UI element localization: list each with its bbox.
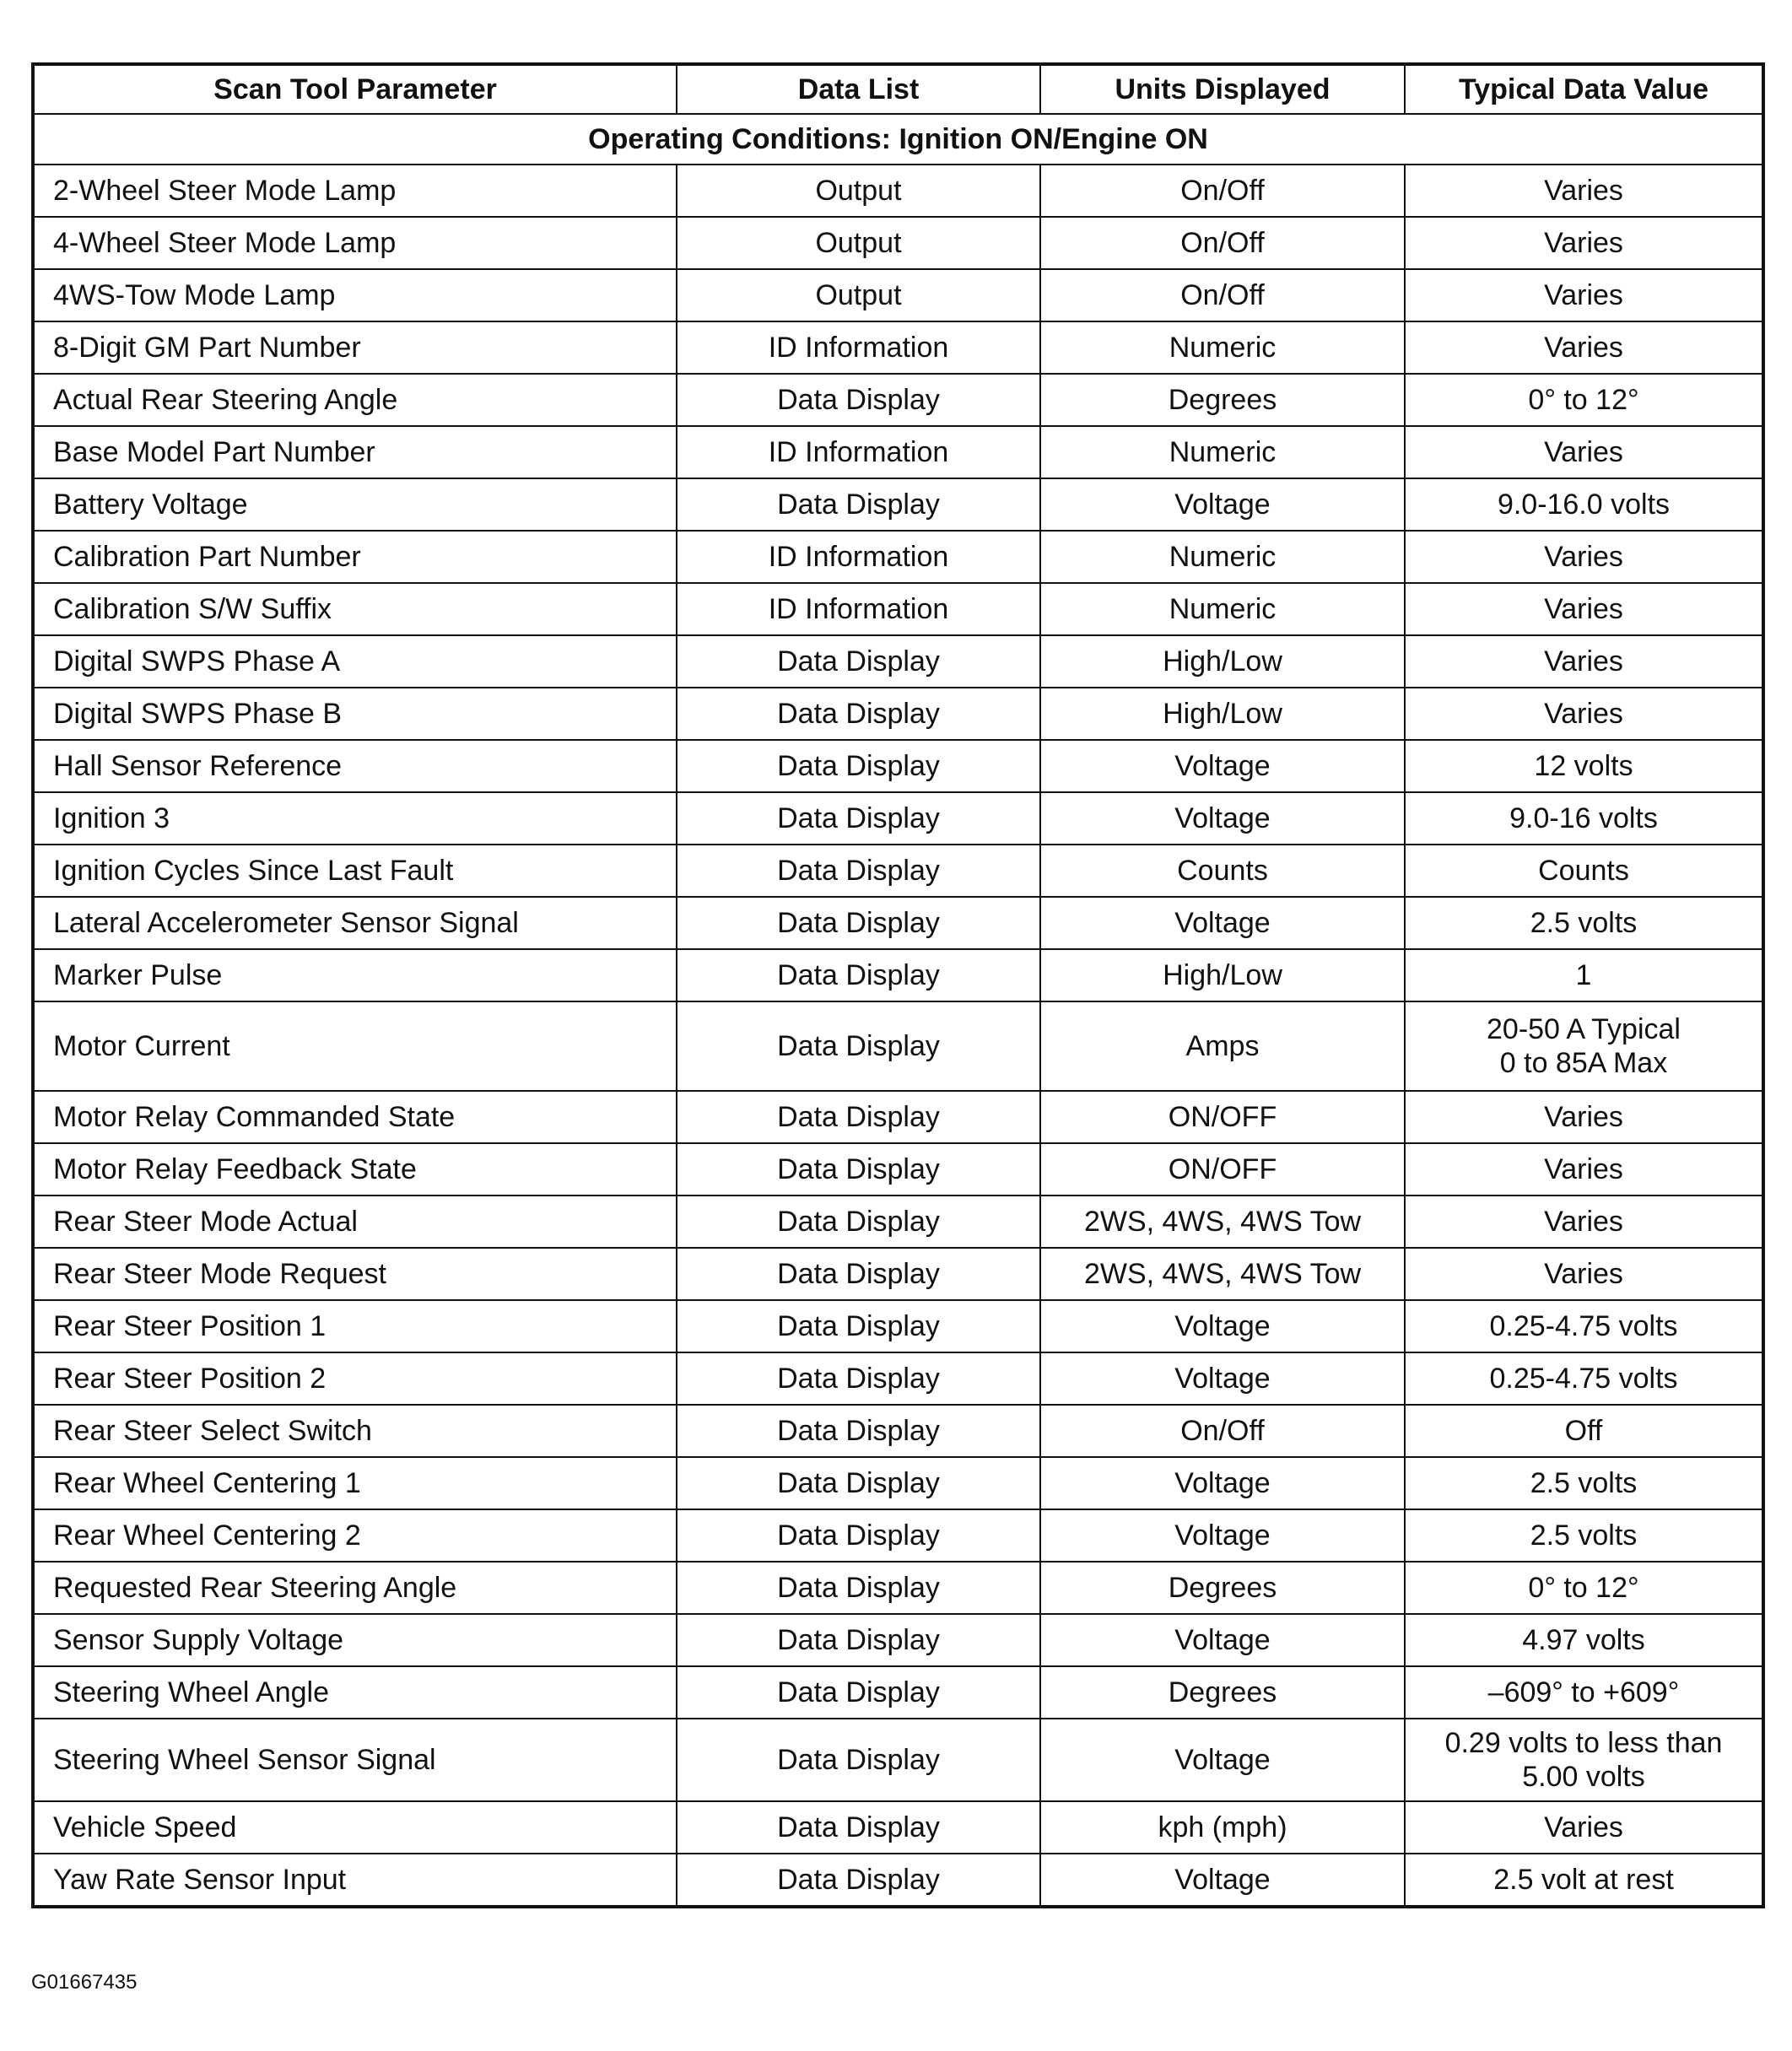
typical-value-cell: 2.5 volts	[1405, 1509, 1763, 1562]
parameter-cell: Vehicle Speed	[33, 1801, 677, 1854]
typical-value-cell: Varies	[1405, 217, 1763, 269]
table-row	[33, 1405, 1763, 1457]
table-row	[33, 1001, 1763, 1091]
operating-conditions-heading: Operating Conditions: Ignition ON/Engine ON	[33, 114, 1763, 165]
typical-value-cell: Varies	[1405, 165, 1763, 217]
data-list-cell: Data Display	[677, 1854, 1040, 1907]
data-list-cell: Data Display	[677, 845, 1040, 897]
typical-value-cell: Varies	[1405, 531, 1763, 583]
parameter-cell: Steering Wheel Sensor Signal	[33, 1719, 677, 1801]
table-row	[33, 165, 1763, 217]
table-row	[33, 426, 1763, 478]
data-list-cell: Data Display	[677, 1405, 1040, 1457]
typical-value-cell: Varies	[1405, 635, 1763, 688]
column-header-scan-tool-parameter: Scan Tool Parameter	[33, 64, 677, 114]
units-cell: Voltage	[1040, 740, 1405, 792]
data-list-cell: Data Display	[677, 635, 1040, 688]
typical-value-cell: Varies	[1405, 1196, 1763, 1248]
parameter-cell: Motor Relay Commanded State	[33, 1091, 677, 1143]
parameter-cell: Rear Steer Mode Request	[33, 1248, 677, 1300]
table-row	[33, 1248, 1763, 1300]
typical-value-cell: 0° to 12°	[1405, 374, 1763, 426]
parameter-cell: Calibration Part Number	[33, 531, 677, 583]
parameter-cell: Requested Rear Steering Angle	[33, 1562, 677, 1614]
data-list-cell: Data Display	[677, 1801, 1040, 1854]
units-cell: ON/OFF	[1040, 1143, 1405, 1196]
typical-value-cell: 0° to 12°	[1405, 1562, 1763, 1614]
table-row	[33, 1509, 1763, 1562]
typical-value-cell: 2.5 volt at rest	[1405, 1854, 1763, 1907]
table-row	[33, 1457, 1763, 1509]
data-list-cell: Data Display	[677, 1666, 1040, 1719]
parameter-cell: Rear Steer Mode Actual	[33, 1196, 677, 1248]
parameter-cell: Digital SWPS Phase B	[33, 688, 677, 740]
parameter-cell: Sensor Supply Voltage	[33, 1614, 677, 1666]
units-cell: Voltage	[1040, 1854, 1405, 1907]
table-row	[33, 583, 1763, 635]
table-row	[33, 321, 1763, 374]
data-list-cell: Data Display	[677, 1562, 1040, 1614]
table-row	[33, 374, 1763, 426]
header-row	[33, 64, 1763, 114]
parameter-cell: Calibration S/W Suffix	[33, 583, 677, 635]
typical-value-cell: 9.0-16 volts	[1405, 792, 1763, 845]
data-list-cell: Data Display	[677, 688, 1040, 740]
figure-id-caption: G01667435	[31, 1971, 138, 1994]
typical-value-cell: –609° to +609°	[1405, 1666, 1763, 1719]
table-row	[33, 845, 1763, 897]
table-row	[33, 740, 1763, 792]
parameter-cell: Yaw Rate Sensor Input	[33, 1854, 677, 1907]
parameter-cell: Rear Steer Position 1	[33, 1300, 677, 1352]
typical-value-cell: 1	[1405, 949, 1763, 1001]
typical-value-cell: 0.25-4.75 volts	[1405, 1352, 1763, 1405]
typical-value-cell: 2.5 volts	[1405, 1457, 1763, 1509]
table-row	[33, 1801, 1763, 1854]
column-header-units-displayed: Units Displayed	[1040, 64, 1405, 114]
data-list-cell: Data Display	[677, 1300, 1040, 1352]
table-row	[33, 1143, 1763, 1196]
parameter-cell: Hall Sensor Reference	[33, 740, 677, 792]
units-cell: Degrees	[1040, 1562, 1405, 1614]
units-cell: Numeric	[1040, 426, 1405, 478]
typical-value-cell: 12 volts	[1405, 740, 1763, 792]
units-cell: Degrees	[1040, 1666, 1405, 1719]
data-list-cell: Data Display	[677, 1143, 1040, 1196]
table-row	[33, 478, 1763, 531]
column-header-typical-data-value: Typical Data Value	[1405, 64, 1763, 114]
units-cell: On/Off	[1040, 217, 1405, 269]
units-cell: kph (mph)	[1040, 1801, 1405, 1854]
units-cell: Counts	[1040, 845, 1405, 897]
units-cell: Degrees	[1040, 374, 1405, 426]
typical-value-cell: Varies	[1405, 269, 1763, 321]
typical-value-cell: Varies	[1405, 1091, 1763, 1143]
typical-value-cell: 4.97 volts	[1405, 1614, 1763, 1666]
units-cell: Numeric	[1040, 583, 1405, 635]
table-row	[33, 1719, 1763, 1801]
table-row	[33, 269, 1763, 321]
parameter-cell: Rear Steer Select Switch	[33, 1405, 677, 1457]
data-list-cell: Data Display	[677, 740, 1040, 792]
table-row	[33, 792, 1763, 845]
units-cell: 2WS, 4WS, 4WS Tow	[1040, 1196, 1405, 1248]
parameter-cell: Ignition 3	[33, 792, 677, 845]
parameter-cell: 8-Digit GM Part Number	[33, 321, 677, 374]
units-cell: High/Low	[1040, 635, 1405, 688]
data-list-cell: ID Information	[677, 426, 1040, 478]
typical-value-cell: Varies	[1405, 321, 1763, 374]
units-cell: On/Off	[1040, 269, 1405, 321]
parameter-cell: Marker Pulse	[33, 949, 677, 1001]
parameter-cell: 4WS-Tow Mode Lamp	[33, 269, 677, 321]
typical-value-cell: Varies	[1405, 1248, 1763, 1300]
parameter-cell: Motor Current	[33, 1001, 677, 1091]
units-cell: ON/OFF	[1040, 1091, 1405, 1143]
data-list-cell: Data Display	[677, 374, 1040, 426]
data-list-cell: Data Display	[677, 949, 1040, 1001]
units-cell: High/Low	[1040, 688, 1405, 740]
table-row	[33, 897, 1763, 949]
data-list-cell: Data Display	[677, 1457, 1040, 1509]
data-list-cell: ID Information	[677, 583, 1040, 635]
units-cell: High/Low	[1040, 949, 1405, 1001]
typical-value-cell: 0.25-4.75 volts	[1405, 1300, 1763, 1352]
typical-value-cell: Varies	[1405, 426, 1763, 478]
parameter-cell: Rear Steer Position 2	[33, 1352, 677, 1405]
parameter-cell: Steering Wheel Angle	[33, 1666, 677, 1719]
typical-value-cell: Varies	[1405, 1801, 1763, 1854]
units-cell: Voltage	[1040, 1352, 1405, 1405]
typical-value-cell: Varies	[1405, 1143, 1763, 1196]
table-row	[33, 217, 1763, 269]
column-header-data-list: Data List	[677, 64, 1040, 114]
scan-tool-data-table	[31, 62, 1765, 1908]
units-cell: Voltage	[1040, 1300, 1405, 1352]
data-list-cell: Data Display	[677, 792, 1040, 845]
typical-value-cell: 0.29 volts to less than 5.00 volts	[1405, 1719, 1763, 1801]
table-row	[33, 1562, 1763, 1614]
units-cell: Numeric	[1040, 321, 1405, 374]
typical-value-cell: Varies	[1405, 688, 1763, 740]
parameter-cell: Lateral Accelerometer Sensor Signal	[33, 897, 677, 949]
table-row	[33, 1300, 1763, 1352]
units-cell: Voltage	[1040, 1719, 1405, 1801]
data-list-cell: Data Display	[677, 1248, 1040, 1300]
data-list-cell: Data Display	[677, 1001, 1040, 1091]
typical-value-cell: 20-50 A Typical 0 to 85A Max	[1405, 1001, 1763, 1091]
parameter-cell: Rear Wheel Centering 2	[33, 1509, 677, 1562]
data-list-cell: Data Display	[677, 1614, 1040, 1666]
units-cell: On/Off	[1040, 165, 1405, 217]
typical-value-cell: 9.0-16.0 volts	[1405, 478, 1763, 531]
table-row	[33, 635, 1763, 688]
parameter-cell: 2-Wheel Steer Mode Lamp	[33, 165, 677, 217]
units-cell: Amps	[1040, 1001, 1405, 1091]
data-list-cell: Data Display	[677, 1352, 1040, 1405]
data-list-cell: Data Display	[677, 1719, 1040, 1801]
units-cell: Voltage	[1040, 1614, 1405, 1666]
units-cell: Voltage	[1040, 1457, 1405, 1509]
parameter-cell: Rear Wheel Centering 1	[33, 1457, 677, 1509]
parameter-cell: 4-Wheel Steer Mode Lamp	[33, 217, 677, 269]
data-list-cell: Data Display	[677, 1509, 1040, 1562]
data-list-cell: Data Display	[677, 1196, 1040, 1248]
parameter-cell: Actual Rear Steering Angle	[33, 374, 677, 426]
table-row	[33, 1854, 1763, 1907]
units-cell: Voltage	[1040, 792, 1405, 845]
table-row	[33, 1196, 1763, 1248]
table-row	[33, 1666, 1763, 1719]
data-list-cell: Output	[677, 217, 1040, 269]
parameter-cell: Battery Voltage	[33, 478, 677, 531]
data-list-cell: Data Display	[677, 478, 1040, 531]
data-list-cell: Data Display	[677, 897, 1040, 949]
section-row	[33, 114, 1763, 165]
table-row	[33, 1091, 1763, 1143]
units-cell: Voltage	[1040, 1509, 1405, 1562]
units-cell: 2WS, 4WS, 4WS Tow	[1040, 1248, 1405, 1300]
parameter-cell: Digital SWPS Phase A	[33, 635, 677, 688]
parameter-cell: Motor Relay Feedback State	[33, 1143, 677, 1196]
units-cell: Voltage	[1040, 478, 1405, 531]
data-list-cell: ID Information	[677, 531, 1040, 583]
data-list-cell: ID Information	[677, 321, 1040, 374]
units-cell: On/Off	[1040, 1405, 1405, 1457]
parameter-cell: Base Model Part Number	[33, 426, 677, 478]
units-cell: Numeric	[1040, 531, 1405, 583]
data-list-cell: Output	[677, 269, 1040, 321]
table-row	[33, 949, 1763, 1001]
typical-value-cell: Counts	[1405, 845, 1763, 897]
units-cell: Voltage	[1040, 897, 1405, 949]
data-list-cell: Data Display	[677, 1091, 1040, 1143]
table-row	[33, 1614, 1763, 1666]
table-row	[33, 688, 1763, 740]
typical-value-cell: Varies	[1405, 583, 1763, 635]
table-row	[33, 1352, 1763, 1405]
table-row	[33, 531, 1763, 583]
typical-value-cell: Off	[1405, 1405, 1763, 1457]
data-list-cell: Output	[677, 165, 1040, 217]
typical-value-cell: 2.5 volts	[1405, 897, 1763, 949]
parameter-cell: Ignition Cycles Since Last Fault	[33, 845, 677, 897]
